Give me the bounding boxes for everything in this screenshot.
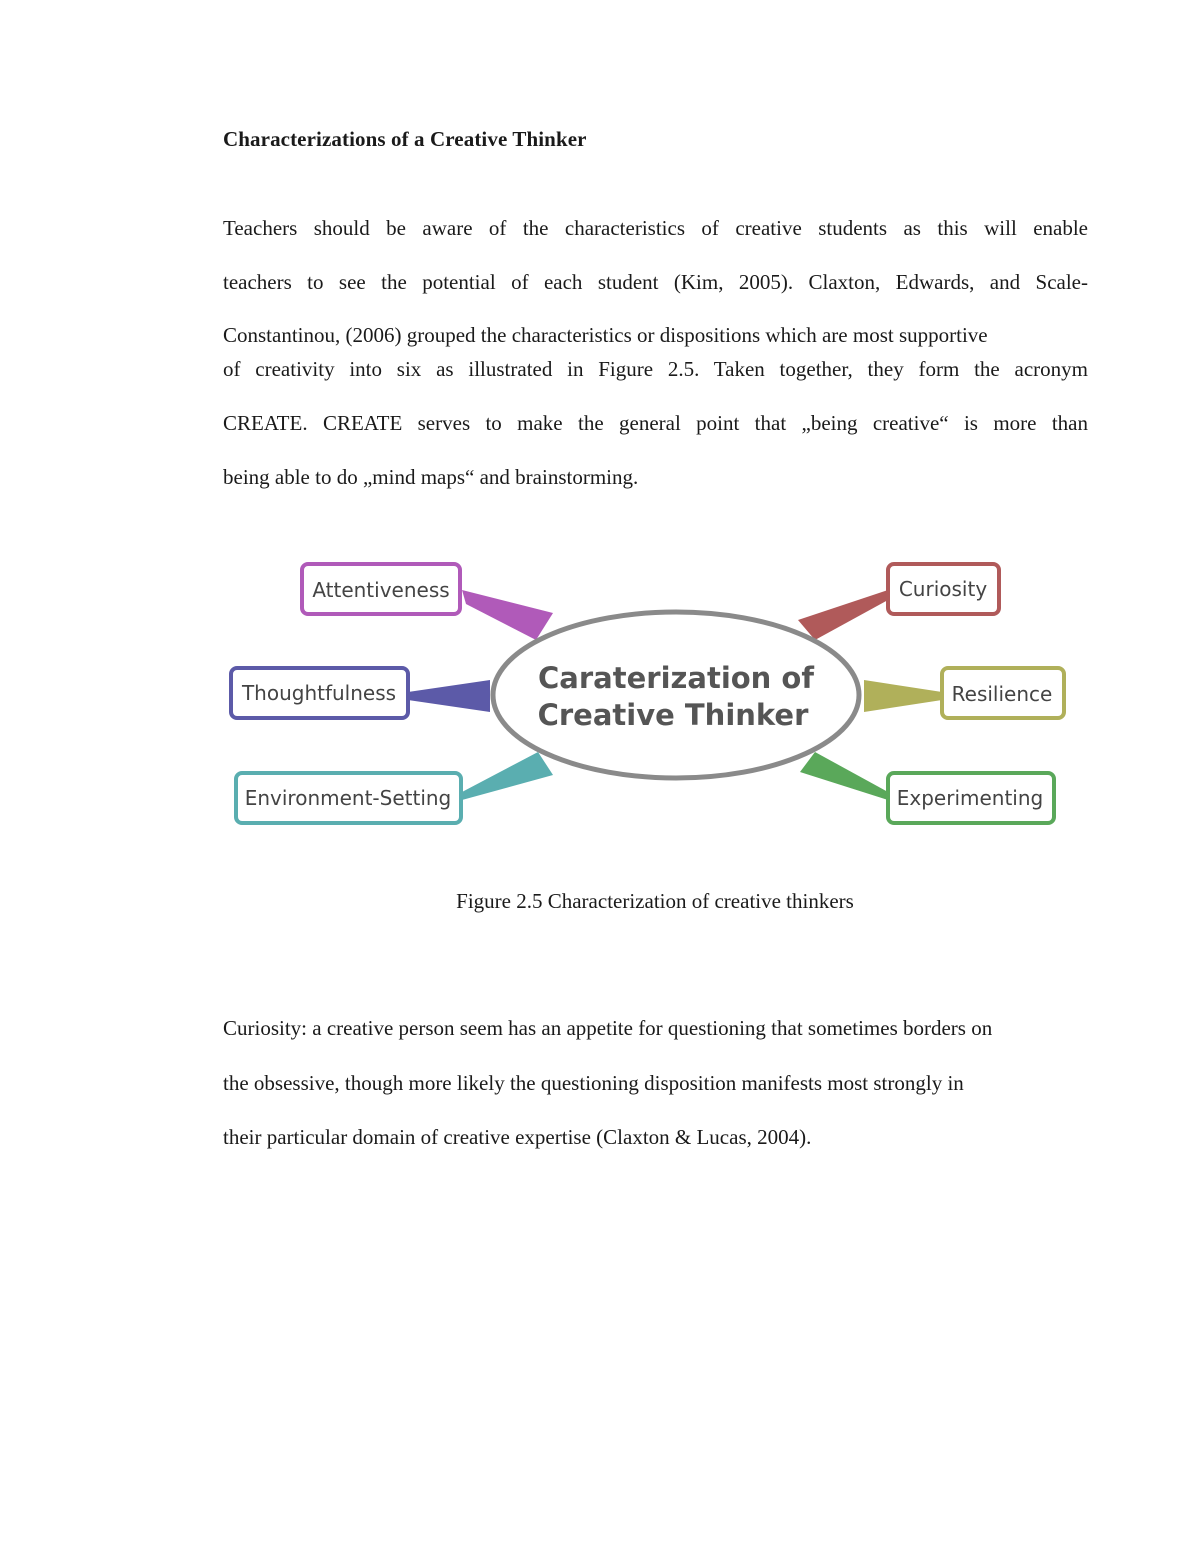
curiosity-line-3: their particular domain of creative expertise (Claxton & Lucas, 2004). [223, 1125, 812, 1149]
curiosity-line-2: the obsessive, though more likely the questioning disposition manifests most strongly in [223, 1071, 964, 1095]
center-ellipse [493, 612, 859, 778]
node-environment-setting [236, 773, 461, 823]
center-title-line-2: Creative Thinker [537, 698, 809, 732]
node-experimenting [888, 773, 1054, 823]
center-title-line-1: Caraterization of [538, 661, 814, 695]
intro-line-4: of creativity into six as illustrated in Figure 2.5. Taken together, they form the acronym [223, 357, 1088, 381]
connector-curiosity [798, 590, 888, 640]
intro-line-5: CREATE. CREATE serves to make the general point that „being creative“ is more than [223, 411, 1088, 435]
intro-line-3: Constantinou, (2006) grouped the characteristics or dispositions which are most supportive [223, 323, 988, 347]
intro-line-2: teachers to see the potential of each student (Kim, 2005). Claxton, Edwards, and Scale- [223, 270, 1088, 294]
connector-resilience [864, 680, 942, 712]
node-curiosity [888, 564, 999, 614]
connector-thoughtfulness [408, 680, 490, 712]
section-heading: Characterizations of a Creative Thinker [223, 127, 587, 151]
connector-environment [462, 752, 553, 800]
curiosity-line-1: Curiosity: a creative person seem has an appetite for questioning that sometimes borders on [223, 1016, 993, 1040]
node-resilience [942, 668, 1064, 718]
node-attentiveness [302, 564, 460, 614]
node-resilience-label: Resilience [951, 682, 1053, 706]
node-curiosity-label: Curiosity [898, 577, 988, 601]
figure-caption: Figure 2.5 Characterization of creative thinkers [456, 889, 854, 913]
intro-line-6: being able to do „mind maps“ and brainstorming. [223, 465, 639, 489]
node-attentiveness-label: Attentiveness [312, 578, 450, 602]
node-environment-label: Environment-Setting [244, 786, 452, 810]
node-thoughtfulness-label: Thoughtfulness [241, 681, 397, 705]
node-thoughtfulness [231, 668, 408, 718]
connector-attentiveness [462, 590, 553, 640]
connector-experimenting [800, 752, 888, 800]
node-experimenting-label: Experimenting [896, 786, 1044, 810]
intro-line-1: Teachers should be aware of the characteristics of creative students as this will enable [223, 216, 1088, 240]
